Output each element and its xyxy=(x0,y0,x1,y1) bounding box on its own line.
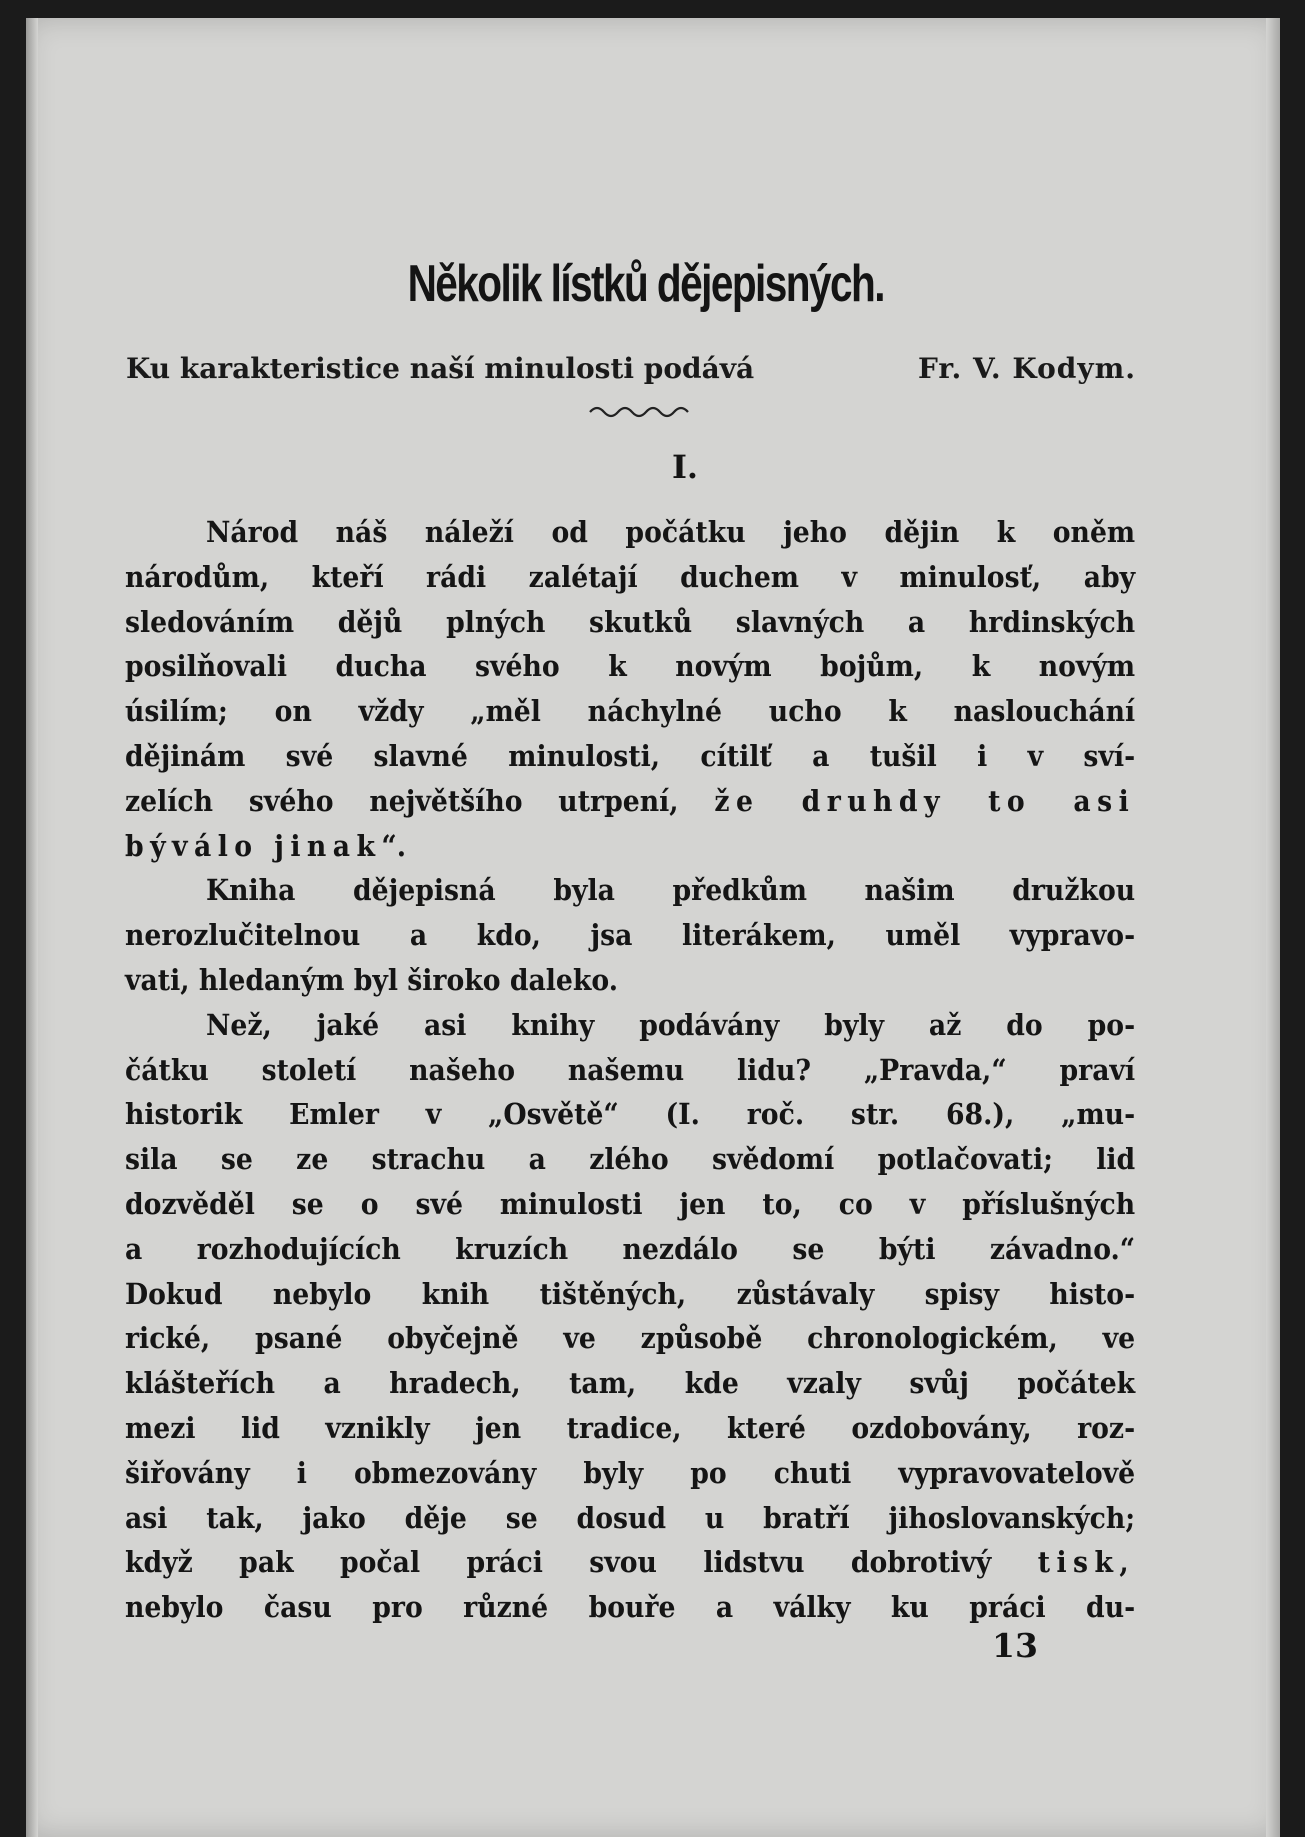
wavy-ornament-icon xyxy=(586,398,696,422)
text-line xyxy=(125,1496,1135,1541)
text-line-content: Kniha dějepisná byla předkům našim družkou xyxy=(205,873,1136,908)
text-line-content: šiřovány i obmezovány byly po chuti vypravovatelově xyxy=(125,1455,1136,1490)
text-line xyxy=(125,1092,1135,1137)
subtitle-text: Ku karakteristice naší minulosti podává xyxy=(126,352,755,385)
text-line xyxy=(125,600,1135,645)
text-line-content: klášteřích a hradech, tam, kde vzaly svůj počátek xyxy=(125,1366,1136,1401)
text-line xyxy=(125,1227,1135,1272)
text-line-content: sila se ze strachu a zlého svědomí potlačovati; lid xyxy=(125,1142,1136,1177)
article-subtitle xyxy=(126,352,1136,385)
text-line-content: historik Emler v „Osvětě“ (I. roč. str. 68.), „mu- xyxy=(125,1097,1136,1132)
text-line-content: národům, kteří rádi zalétají duchem v minulosť, aby xyxy=(125,559,1136,594)
body-text xyxy=(125,510,1135,1630)
page-number: 13 xyxy=(992,1626,1038,1665)
text-line xyxy=(125,824,1135,869)
text-line-content: Dokud nebylo knih tištěných, zůstávaly spisy histo- xyxy=(125,1276,1136,1311)
text-line xyxy=(125,1540,1135,1585)
text-line xyxy=(125,689,1135,734)
text-line xyxy=(125,1406,1135,1451)
text-line-content: úsilím; on vždy „měl náchylné ucho k naslouchání xyxy=(125,694,1136,729)
section-numeral: I. xyxy=(671,448,699,486)
text-line-content: nebylo času pro různé bouře a války ku práci du- xyxy=(125,1590,1136,1625)
text-line-content: posilňovali ducha svého k novým bojům, k novým xyxy=(125,649,1136,684)
text-line xyxy=(125,1048,1135,1093)
text-line-content: dozvěděl se o své minulosti jen to, co v příslušných xyxy=(125,1186,1136,1221)
text-line xyxy=(125,868,1135,913)
text-line xyxy=(125,734,1135,779)
text-line-content: Než, jaké asi knihy podávány byly až do po- xyxy=(205,1007,1136,1042)
text-line xyxy=(125,1451,1135,1496)
text-line xyxy=(125,644,1135,689)
text-line xyxy=(125,779,1135,824)
text-line-content: rické, psané obyčejně ve způsobě chronologickém, ve xyxy=(125,1321,1136,1356)
spaced-emphasis: býválo jinak xyxy=(125,828,382,863)
article-title: Několik lístků dějepisných. xyxy=(407,255,884,313)
text-line-content: a rozhodujících kruzích nezdálo se býti závadno.“ xyxy=(125,1231,1136,1266)
text-line-content: Národ náš náleží od počátku jeho dějin k oněm xyxy=(205,515,1136,549)
text-line-content: čátku století našeho našemu lidu? „Pravda,“ praví xyxy=(125,1052,1136,1087)
text-line xyxy=(125,1182,1135,1227)
text-line-content: když pak počal práci svou lidstvu dobrotivý xyxy=(125,1545,992,1580)
text-line xyxy=(125,1316,1135,1361)
text-line-content: vati, hledaným byl široko daleko. xyxy=(125,962,619,997)
text-line xyxy=(125,510,1135,555)
text-line xyxy=(125,958,1135,1003)
text-line-content: nerozlučitelnou a kdo, jsa literákem, uměl vypravo- xyxy=(125,918,1136,953)
book-page xyxy=(26,18,1280,1837)
text-line-content: sledováním dějů plných skutků slavných a hrdinských xyxy=(125,604,1136,639)
text-line-content: zelích svého největšího utrpení, xyxy=(125,783,679,818)
text-line xyxy=(125,1585,1135,1630)
spaced-emphasis: že druhdy to asi xyxy=(714,783,1136,818)
page-right-edge xyxy=(1266,18,1280,1837)
spaced-emphasis: tisk, xyxy=(1037,1545,1136,1580)
text-line xyxy=(125,555,1135,600)
text-line xyxy=(125,1137,1135,1182)
text-line xyxy=(125,1361,1135,1406)
text-line-content: asi tak, jako děje se dosud u bratří jihoslovanských; xyxy=(125,1500,1136,1535)
text-line xyxy=(125,1003,1135,1048)
text-line xyxy=(125,913,1135,958)
text-line-content: dějinám své slavné minulosti, cítilť a tušil i v sví- xyxy=(125,738,1136,773)
page-left-edge xyxy=(26,18,38,1837)
text-line-suffix: “. xyxy=(381,828,407,863)
subtitle-author: Fr. V. Kodym. xyxy=(917,352,1136,385)
text-line xyxy=(125,1272,1135,1317)
text-line-content: mezi lid vznikly jen tradice, které ozdobovány, roz- xyxy=(125,1410,1136,1445)
